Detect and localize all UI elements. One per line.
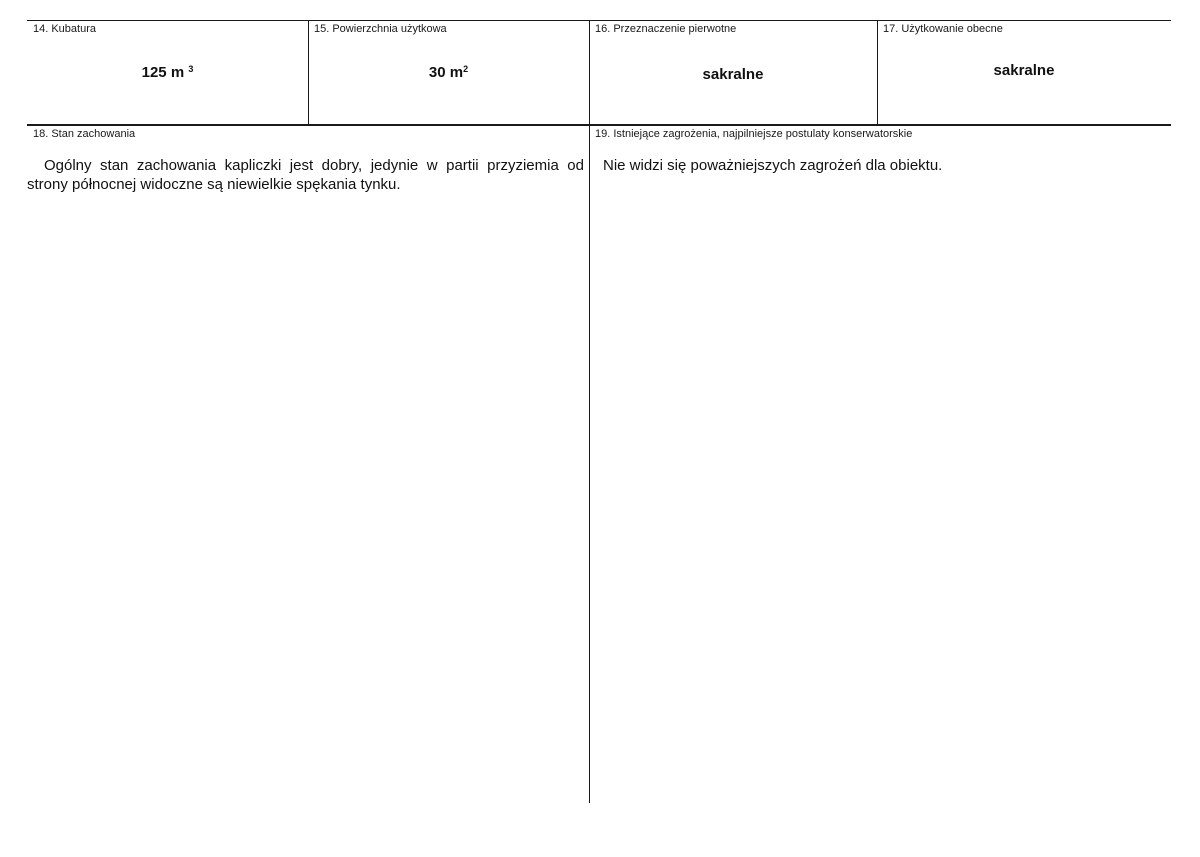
field-text-zagrozenia: Nie widzi się poważniejszych zagrożeń dla obiektu. — [603, 157, 943, 174]
field-text-stan: Ogólny stan zachowania kapliczki jest dobry, jedynie w partii przyziemia od strony północnej widoczne są niewielkie spękania tynku. — [27, 157, 584, 193]
field-label-zagrozenia: 19. Istniejące zagrożenia, najpilniejsze postulaty konserwatorskie — [595, 128, 913, 140]
field-label-kubatura: 14. Kubatura — [33, 23, 96, 35]
field-value-powierzchnia — [308, 64, 589, 81]
field-value-uzytkowanie: sakralne — [993, 62, 1055, 79]
middle-border-line — [27, 124, 1171, 126]
powierzchnia-unit-exponent: 2 — [463, 64, 469, 74]
field-value-kubatura — [27, 64, 308, 81]
kubatura-value-text: 125 m — [141, 64, 185, 81]
divider-main — [589, 20, 590, 803]
field-label-powierzchnia: 15. Powierzchnia użytkowa — [314, 23, 447, 35]
field-label-przeznaczenie: 16. Przeznaczenie pierwotne — [595, 23, 737, 35]
top-border-line — [27, 20, 1171, 21]
field-value-przeznaczenie: sakralne — [702, 66, 764, 83]
powierzchnia-value-text: 30 m — [428, 64, 464, 81]
kubatura-unit-exponent: 3 — [188, 64, 194, 74]
field-label-stan: 18. Stan zachowania — [33, 128, 136, 140]
field-label-uzytkowanie: 17. Użytkowanie obecne — [883, 23, 1003, 35]
